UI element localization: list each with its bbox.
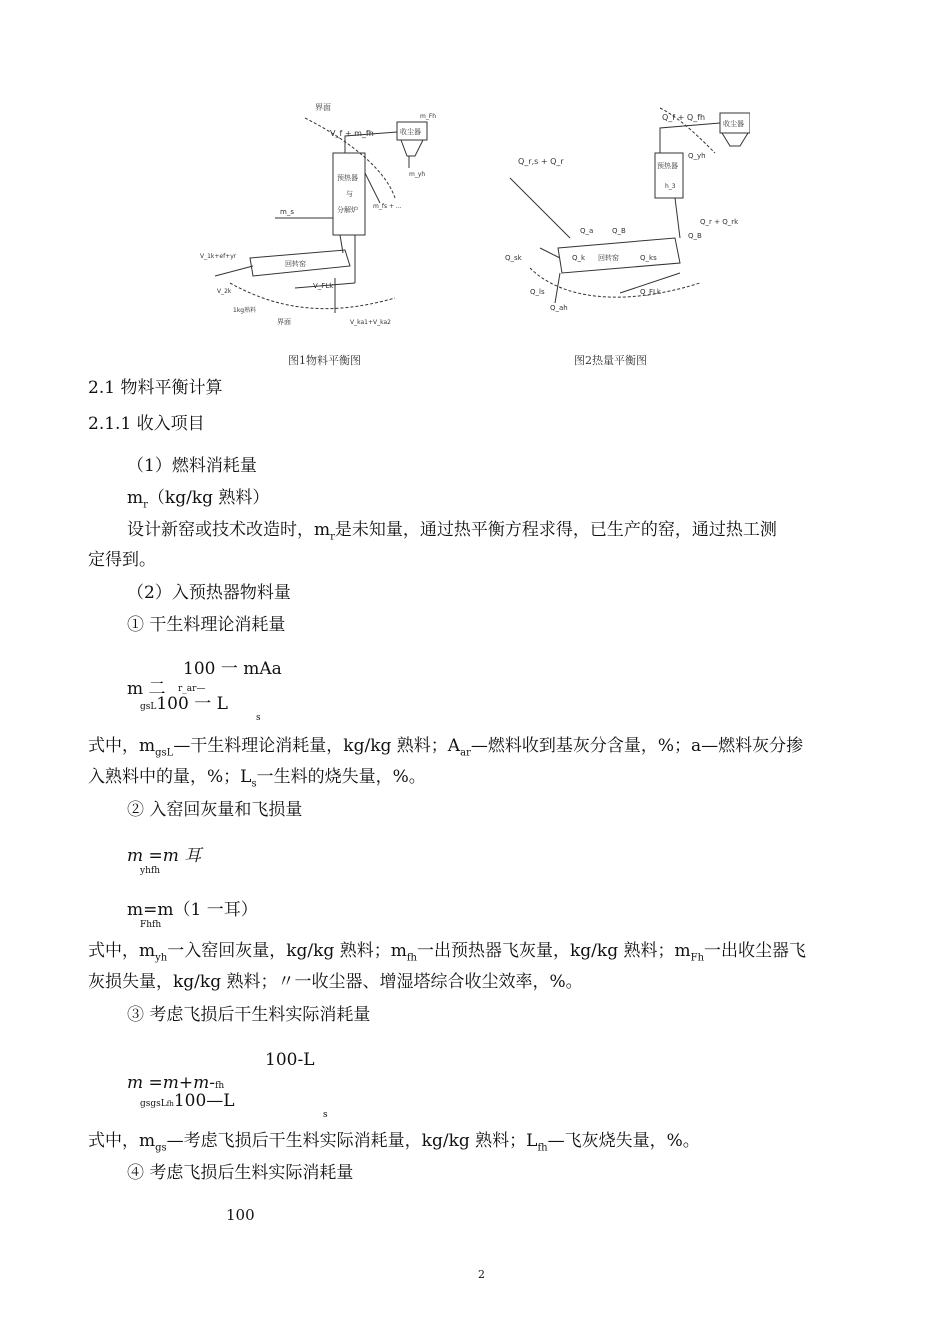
fig1-feed-in: m_s — [280, 208, 294, 216]
formula-1-den-prefix: gsL — [140, 702, 157, 712]
fig1-kiln-air: V_1k+ef+yr — [200, 253, 237, 260]
formula-4-den-mark: fh — [166, 1100, 174, 1108]
p4-c: —飞灰烧失量，%。 — [547, 1131, 700, 1151]
formula-1-denominator — [140, 693, 228, 718]
page-number: 2 — [478, 1268, 485, 1281]
fig2-q-ks: Q_ks — [640, 254, 657, 262]
p3-l1-sub3: Fh — [690, 952, 705, 964]
fig1-clinker: 1kg熟料 — [233, 307, 257, 314]
p3-l1-sub2: fh — [406, 952, 417, 964]
fig2-q-a: Q_a — [580, 227, 594, 235]
p3-l1-d: 一出收尘器飞 — [704, 941, 807, 961]
formula-3: m=m（1 一耳） — [127, 900, 258, 920]
fig2-kiln-label: 回转窑 — [598, 254, 619, 262]
fig1-preheater-1: 预热器 — [337, 174, 358, 182]
material-balance-figure — [195, 98, 455, 326]
fig1-v2k: V_2k — [217, 288, 232, 295]
formula-3-sub: Fhfh — [140, 920, 162, 930]
fig1-boundary-bottom: 界面 — [277, 318, 291, 326]
p4-sub2: fh — [537, 1142, 548, 1154]
paragraph-2-line-1 — [88, 735, 803, 764]
formula-4-numerator: 100-L — [265, 1050, 315, 1070]
p2-l1-c: —燃料收到基灰分含量，%；a—燃料灰分掺 — [470, 736, 804, 756]
p3-l1-b: 一入窑回灰量，kg/kg 熟料；m — [167, 941, 407, 961]
item-fuel-consumption: （1）燃料消耗量 — [127, 456, 257, 476]
formula-1-lhs: m 二 — [127, 679, 166, 699]
formula-4-fh: fh — [215, 1081, 225, 1091]
fig1-collector-label: 收尘器 — [400, 128, 421, 136]
p2-l1-a: 式中，m — [88, 736, 156, 756]
p2-l2-a: 入熟料中的量，%；L — [88, 767, 252, 787]
fig2-q-bk: Q_B — [688, 232, 702, 240]
subitem-1: ① 干生料理论消耗量 — [127, 615, 286, 635]
fig1-side-in: m_fs + ... — [373, 203, 402, 210]
p2-l1-sub2: ar — [460, 747, 471, 759]
fig2-q-ls: Q_ls — [530, 288, 545, 296]
formula-4-den: 100—L — [173, 1091, 235, 1111]
paragraph-3-line-1 — [88, 940, 806, 969]
fig1-preheater-2: 与 — [346, 190, 353, 198]
fig2-q-b: Q_B — [612, 227, 626, 235]
preheater-box-2 — [655, 153, 683, 198]
mr-line — [127, 487, 269, 516]
heat-balance-figure — [500, 98, 750, 326]
fig1-kiln-label: 回转窑 — [285, 260, 306, 268]
fig1-boundary-top: 界面 — [315, 103, 331, 112]
mr-unit: （kg/kg 熟料） — [147, 488, 270, 508]
mr-symbol: m — [127, 488, 144, 508]
p2-l1-sub1: gsL — [155, 747, 174, 759]
fig1-out-top-right: m_Fh — [420, 113, 437, 120]
item-preheater-material: （2）入预热器物料量 — [127, 583, 291, 603]
fig2-q-right: Q_r + Q_rk — [700, 218, 739, 226]
p4-b: —考虑飞损后干生料实际消耗量，kg/kg 熟料；L — [166, 1131, 538, 1151]
formula-1-s: s — [256, 713, 261, 723]
formula-4-denominator — [140, 1090, 235, 1115]
fig1-preheater-3: 分解炉 — [337, 206, 358, 214]
fig2-preheater-sub: h_3 — [665, 183, 676, 190]
fig2-collector-label: 收尘器 — [723, 120, 744, 128]
formula-4-den-prefix: gsgsL — [140, 1099, 167, 1109]
p4-sub1: gs — [155, 1142, 167, 1154]
subitem-4: ④ 考虑飞损后生料实际消耗量 — [127, 1163, 354, 1183]
fig1-fuel: V_ka1+V_ka2 — [350, 319, 391, 326]
p2-l1-b: —干生料理论消耗量，kg/kg 熟料；A — [173, 736, 461, 756]
fig2-left-in: Q_r,s + Q_r — [518, 157, 564, 166]
fig2-q-k: Q_k — [572, 254, 586, 262]
fig2-q-yh: Q_yh — [688, 152, 706, 160]
formula-2: m =m 耳 — [127, 846, 202, 866]
formula-4-main: m =m+m- — [127, 1073, 215, 1093]
formula-1-den: 100 一 L — [156, 694, 228, 714]
fig2-top-flow: Q_f + Q_fh — [662, 113, 706, 122]
subitem-2: ② 入窑回灰量和飞损量 — [127, 800, 303, 820]
subitem-3: ③ 考虑飞损后干生料实际消耗量 — [127, 1005, 371, 1025]
paragraph-3-line-2: 灰损失量，kg/kg 熟料；〃一收尘器、增湿塔综合收尘效率，%。 — [88, 972, 583, 992]
formula-2-sub: yhfh — [140, 866, 161, 876]
section-heading-2-1-1: 2.1.1 收入项目 — [88, 414, 205, 434]
p3-l1-c: 一出预热器飞灰量，kg/kg 熟料；m — [417, 941, 691, 961]
p3-l1-a: 式中，m — [88, 941, 156, 961]
paragraph-1-line-1 — [127, 519, 777, 548]
fig1-collector-out: m_yh — [409, 171, 426, 178]
paragraph-4 — [88, 1130, 700, 1159]
p3-l1-sub1: yh — [155, 952, 168, 964]
p4-a: 式中，m — [88, 1131, 156, 1151]
figure-1-caption: 图1物料平衡图 — [288, 354, 361, 367]
formula-4-s: s — [323, 1110, 328, 1120]
paragraph-2-line-2 — [88, 766, 426, 795]
p1-text-a: 设计新窑或技术改造时，m — [127, 520, 331, 540]
fig2-q-ah: Q_ah — [550, 304, 568, 312]
formula-5-numerator: 100 — [226, 1206, 255, 1224]
figure-2-caption: 图2热量平衡图 — [574, 354, 647, 367]
fig2-q-flk: Q_FLk — [640, 288, 661, 296]
formula-1-mid: r_ar— — [178, 684, 206, 694]
fig2-preheater-label: 预热器 — [657, 162, 678, 170]
fig2-q-sk: Q_sk — [505, 254, 522, 262]
p1-sub: r — [330, 531, 335, 543]
fig1-top-flow: V_f + m_fh — [330, 129, 374, 138]
mr-subscript: r — [143, 499, 148, 511]
section-heading-2-1: 2.1 物料平衡计算 — [88, 378, 223, 398]
formula-1-numerator: 100 一 mAa — [183, 659, 282, 679]
p2-l2-b: 一生料的烧失量，%。 — [256, 767, 426, 787]
p2-l2-sub: s — [251, 778, 257, 790]
p1-text-b: 是未知量，通过热平衡方程求得，已生产的窑，通过热工测 — [334, 520, 777, 540]
fig1-kiln-bottom: V_FLk — [313, 282, 334, 290]
paragraph-1-line-2: 定得到。 — [88, 550, 156, 570]
